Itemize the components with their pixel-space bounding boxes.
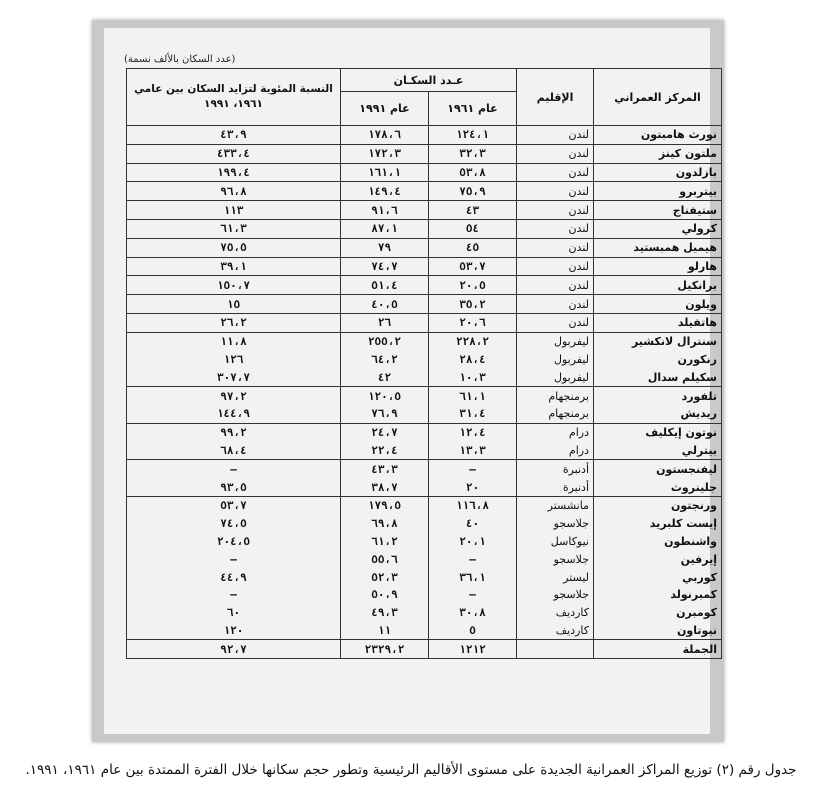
center-cell: إيست كلبريد [594, 515, 722, 533]
growth-percent-cell: ١٤٤،٩ [127, 405, 341, 423]
population-1961-cell: ٣٢،٣ [429, 144, 517, 163]
region-cell: لندن [517, 144, 594, 163]
growth-percent-cell: ٩٣،٥ [127, 478, 341, 496]
center-cell: نوتون إيكليف [594, 423, 722, 441]
growth-percent-cell: ٩٧،٢ [127, 387, 341, 405]
center-cell: ملتون كينز [594, 144, 722, 163]
population-1991-cell: ١٧٩،٥ [341, 496, 429, 514]
population-1991-cell: ٦١،٢ [341, 533, 429, 551]
region-cell: جلاسجو [517, 586, 594, 604]
center-cell: نورث هامبتون [594, 126, 722, 145]
center-cell: كرولي [594, 219, 722, 238]
header-center: المركز العمراني [594, 69, 722, 126]
growth-percent-cell: ٤٤،٩ [127, 568, 341, 586]
population-1991-cell: ٤٩،٣ [341, 604, 429, 622]
region-cell: برمنجهام [517, 387, 594, 405]
region-cell: جلاسجو [517, 515, 594, 533]
region-cell: لندن [517, 182, 594, 201]
population-1991-cell: ٧٤،٧ [341, 257, 429, 276]
region-cell: لندن [517, 163, 594, 182]
table-row [127, 238, 722, 257]
growth-percent-cell: ٢٠٤،٥ [127, 533, 341, 551]
population-1961-cell: ١٠،٣ [429, 368, 517, 386]
growth-percent-cell: ٧٥،٥ [127, 238, 341, 257]
center-cell: الجملة [594, 640, 722, 659]
region-cell: أدنبرة [517, 478, 594, 496]
population-1991-cell: ٨٧،١ [341, 219, 429, 238]
growth-percent-cell: ٣٩،١ [127, 257, 341, 276]
table-row [127, 460, 722, 478]
population-1991-cell: ٢٣٢٩،٢ [341, 640, 429, 659]
region-cell: لندن [517, 126, 594, 145]
region-cell: ليفربول [517, 351, 594, 369]
growth-percent-cell: ١١،٨ [127, 332, 341, 350]
center-cell: ويلون [594, 295, 722, 314]
region-cell: برمنجهام [517, 405, 594, 423]
population-1991-cell: ١٦١،١ [341, 163, 429, 182]
table-caption: جدول رقم (٢) توزيع المراكز العمرانية الجديدة على مستوى الأقاليم الرئيسية وتطور حجم سكانها خلال الفترة الممتدة بين عام ١٩٦١، ١٩٩١. [25, 762, 797, 778]
growth-percent-cell: ٩٢،٧ [127, 640, 341, 659]
table-row [127, 496, 722, 514]
growth-percent-cell: ١١٣ [127, 201, 341, 220]
center-cell: تلفورد [594, 387, 722, 405]
unit-note: (عدد السكان بالألف نسمة) [124, 54, 236, 65]
population-1961-cell: ١٢١٢ [429, 640, 517, 659]
growth-percent-cell: ١٥٠،٧ [127, 276, 341, 295]
growth-percent-cell: ٩٦،٨ [127, 182, 341, 201]
population-1961-cell: ٥ [429, 622, 517, 640]
growth-percent-cell: ٦١،٣ [127, 219, 341, 238]
population-1961-cell: ١٢٤،١ [429, 126, 517, 145]
population-1961-cell: ٣٠،٨ [429, 604, 517, 622]
region-cell: كارديف [517, 622, 594, 640]
region-cell: أدنبرة [517, 460, 594, 478]
center-cell: بيتربرو [594, 182, 722, 201]
table-row [127, 257, 722, 276]
population-1991-cell: ١٧٨،٦ [341, 126, 429, 145]
header-1961: عام ١٩٦١ [429, 92, 517, 126]
table-row [127, 405, 722, 423]
growth-percent-cell: — [127, 586, 341, 604]
growth-percent-cell: ١٢٦ [127, 351, 341, 369]
region-cell: درام [517, 423, 594, 441]
growth-percent-cell: ٢٦،٢ [127, 313, 341, 332]
scanned-page-photo [92, 20, 724, 742]
header-region: الإقليم [517, 69, 594, 126]
population-1961-cell: ٣٦،١ [429, 568, 517, 586]
table-row [127, 423, 722, 441]
table-row [127, 219, 722, 238]
region-cell: درام [517, 442, 594, 460]
region-cell: لندن [517, 201, 594, 220]
table-row [127, 313, 722, 332]
table-row [127, 622, 722, 640]
population-1991-cell: ٣٨،٧ [341, 478, 429, 496]
population-1961-cell: ٧٥،٩ [429, 182, 517, 201]
population-1991-cell: ٩١،٦ [341, 201, 429, 220]
population-1961-cell: ٤٥ [429, 238, 517, 257]
center-cell: بازلدون [594, 163, 722, 182]
table-row [127, 550, 722, 568]
center-cell: كومبرن [594, 604, 722, 622]
header-population: عـدد السكـان [341, 69, 517, 92]
center-cell: هيميل همبستيد [594, 238, 722, 257]
population-1991-cell: ١٧٢،٣ [341, 144, 429, 163]
growth-percent-cell: ٧٤،٥ [127, 515, 341, 533]
population-1991-cell: ٥١،٤ [341, 276, 429, 295]
center-cell: جلينروث [594, 478, 722, 496]
population-1961-cell: ٢٠،٦ [429, 313, 517, 332]
table-row [127, 332, 722, 350]
population-1991-cell: ٢٦ [341, 313, 429, 332]
population-1961-cell: ١٢،٤ [429, 423, 517, 441]
table-row [127, 442, 722, 460]
table-row [127, 163, 722, 182]
population-1961-cell: ٢٠،١ [429, 533, 517, 551]
population-1961-cell: ٤٠ [429, 515, 517, 533]
population-1991-cell: ٦٩،٨ [341, 515, 429, 533]
region-cell: لندن [517, 295, 594, 314]
region-cell: جلاسجو [517, 550, 594, 568]
table-row [127, 640, 722, 659]
population-1961-cell: ٥٣،٨ [429, 163, 517, 182]
center-cell: رنكورن [594, 351, 722, 369]
population-1991-cell: ٤٣،٣ [341, 460, 429, 478]
population-1991-cell: ٥٥،٦ [341, 550, 429, 568]
center-cell: ليفنجستون [594, 460, 722, 478]
growth-percent-cell: ٣٠٧،٧ [127, 368, 341, 386]
center-cell: كوربي [594, 568, 722, 586]
table-row [127, 586, 722, 604]
growth-percent-cell: ٤٣،٩ [127, 126, 341, 145]
population-1961-cell: ١٣،٣ [429, 442, 517, 460]
center-cell: بيترلي [594, 442, 722, 460]
growth-percent-cell: — [127, 460, 341, 478]
population-1961-cell: ٢٢٨،٢ [429, 332, 517, 350]
center-cell: سنترال لانكشير [594, 332, 722, 350]
population-1961-cell: ٣٥،٢ [429, 295, 517, 314]
table-row [127, 295, 722, 314]
center-cell: برانكيل [594, 276, 722, 295]
population-1961-cell: — [429, 460, 517, 478]
growth-percent-cell: — [127, 550, 341, 568]
region-cell: لندن [517, 276, 594, 295]
table-row [127, 387, 722, 405]
center-cell: واشنطون [594, 533, 722, 551]
population-1991-cell: ٧٩ [341, 238, 429, 257]
population-1991-cell: ٤٢ [341, 368, 429, 386]
population-1961-cell: ٢٨،٤ [429, 351, 517, 369]
table-row [127, 201, 722, 220]
population-1991-cell: ٢٤،٧ [341, 423, 429, 441]
region-cell: لندن [517, 313, 594, 332]
population-1991-cell: ٤٠،٥ [341, 295, 429, 314]
population-1991-cell: ٥٠،٩ [341, 586, 429, 604]
growth-percent-cell: ٦٨،٤ [127, 442, 341, 460]
population-1961-cell: ٦١،١ [429, 387, 517, 405]
population-1961-cell: ٢٠،٥ [429, 276, 517, 295]
population-1991-cell: ٥٢،٣ [341, 568, 429, 586]
population-1961-cell: — [429, 550, 517, 568]
population-1961-cell: — [429, 586, 517, 604]
region-cell: مانشستر [517, 496, 594, 514]
population-1961-cell: ٥٣،٧ [429, 257, 517, 276]
table-row [127, 351, 722, 369]
population-1991-cell: ١٢٠،٥ [341, 387, 429, 405]
table-body [127, 126, 722, 659]
table-row [127, 182, 722, 201]
growth-percent-cell: ٦٠ [127, 604, 341, 622]
region-cell: لندن [517, 257, 594, 276]
growth-percent-cell: ١٢٠ [127, 622, 341, 640]
center-cell: إيرفين [594, 550, 722, 568]
header-pct: النسبة المئوية لتزايد السكان بين عامي ١٩٦١، ١٩٩١ [127, 69, 341, 126]
region-cell: ليستر [517, 568, 594, 586]
growth-percent-cell: ١٩٩،٤ [127, 163, 341, 182]
header-1991: عام ١٩٩١ [341, 92, 429, 126]
center-cell: ورنجتون [594, 496, 722, 514]
population-1961-cell: ٢٠ [429, 478, 517, 496]
paper-sheet [104, 28, 717, 734]
population-1991-cell: ١٤٩،٤ [341, 182, 429, 201]
growth-percent-cell: ٥٣،٧ [127, 496, 341, 514]
region-cell: نيوكاسل [517, 533, 594, 551]
center-cell: نيوتاون [594, 622, 722, 640]
table-row [127, 144, 722, 163]
population-table [126, 68, 722, 659]
table-row [127, 368, 722, 386]
region-cell: لندن [517, 238, 594, 257]
population-1961-cell: ٣١،٤ [429, 405, 517, 423]
center-cell: ستيفناج [594, 201, 722, 220]
table-row [127, 515, 722, 533]
table-row [127, 604, 722, 622]
table-row [127, 276, 722, 295]
population-1961-cell: ١١٦،٨ [429, 496, 517, 514]
table-row [127, 533, 722, 551]
population-1991-cell: ٢٢،٤ [341, 442, 429, 460]
population-1991-cell: ١١ [341, 622, 429, 640]
growth-percent-cell: ٤٣٣،٤ [127, 144, 341, 163]
growth-percent-cell: ٩٩،٢ [127, 423, 341, 441]
population-1961-cell: ٤٣ [429, 201, 517, 220]
table-row [127, 126, 722, 145]
region-cell: كارديف [517, 604, 594, 622]
growth-percent-cell: ١٥ [127, 295, 341, 314]
region-cell: ليفربول [517, 368, 594, 386]
table-row [127, 478, 722, 496]
center-cell: ريديش [594, 405, 722, 423]
region-cell [517, 640, 594, 659]
center-cell: كمبرنولد [594, 586, 722, 604]
population-1991-cell: ٢٥٥،٢ [341, 332, 429, 350]
table-row [127, 568, 722, 586]
center-cell: هارلو [594, 257, 722, 276]
population-1991-cell: ٧٦،٩ [341, 405, 429, 423]
population-1961-cell: ٥٤ [429, 219, 517, 238]
region-cell: ليفربول [517, 332, 594, 350]
center-cell: سكيلم سدال [594, 368, 722, 386]
population-1991-cell: ٦٤،٢ [341, 351, 429, 369]
region-cell: لندن [517, 219, 594, 238]
center-cell: هاتفيلد [594, 313, 722, 332]
